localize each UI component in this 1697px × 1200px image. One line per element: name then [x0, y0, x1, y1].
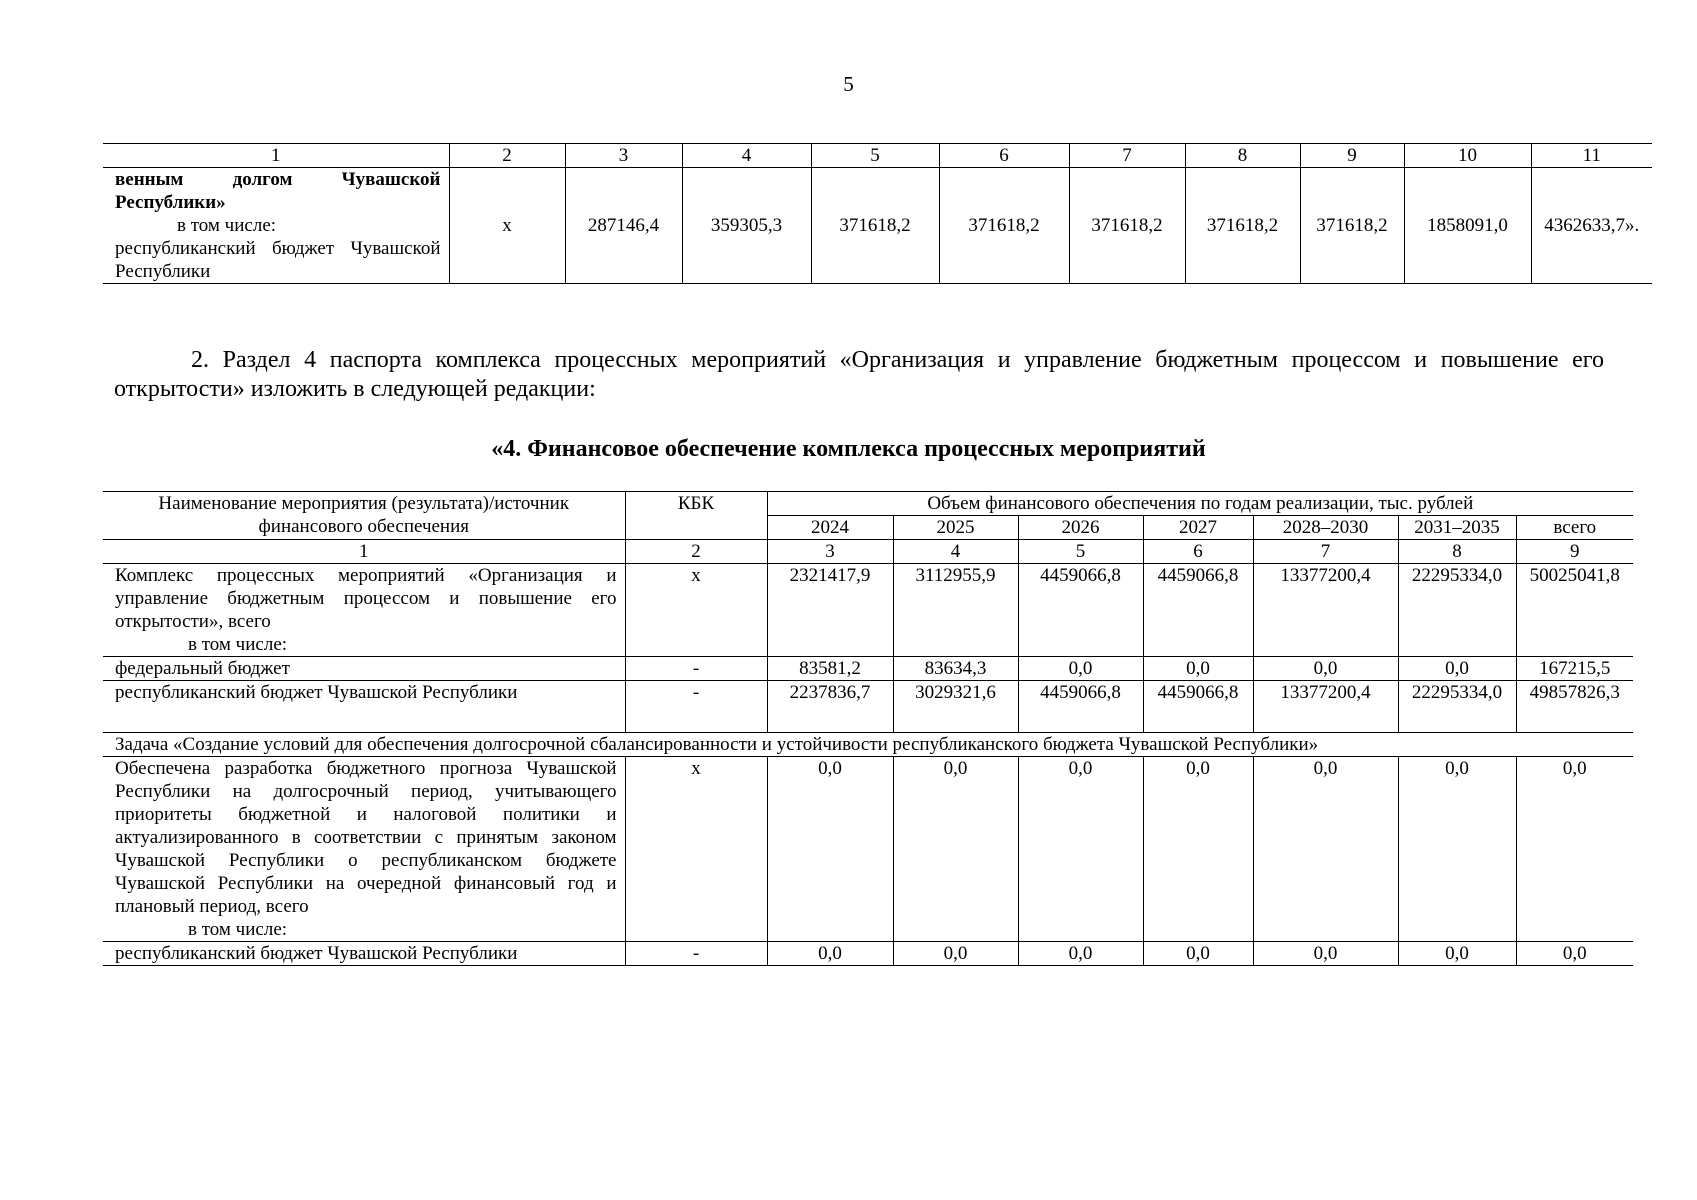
header-row — [103, 144, 1652, 168]
value-cell: 371618,2 — [939, 214, 1069, 284]
value-cell: 0,0 — [1398, 657, 1516, 681]
sub-label: в том числе: — [177, 215, 277, 236]
value-cell: 0,0 — [1253, 942, 1398, 966]
col-header: 5 — [811, 144, 939, 168]
year-header: 2025 — [893, 516, 1018, 540]
value-cell: 287146,4 — [565, 214, 682, 284]
kbk-cell: х — [625, 757, 767, 942]
value-cell: 2237836,7 — [767, 681, 893, 733]
table-row — [103, 757, 1633, 942]
row-label: республиканский бюджет Чувашской Республики — [103, 681, 625, 733]
value-cell: 371618,2 — [1069, 214, 1185, 284]
task-label: Задача «Создание условий для обеспечения долгосрочной сбалансированности и устойчивости республиканского бюджета Чувашской Республики» — [103, 733, 1633, 757]
value-cell: 371618,2 — [1185, 214, 1300, 284]
value-cell: 3112955,9 — [893, 564, 1018, 657]
value-cell: 0,0 — [1018, 657, 1143, 681]
year-header: 2028–2030 — [1253, 516, 1398, 540]
value-cell: 0,0 — [1253, 757, 1398, 942]
row-label: республиканский бюджет Чувашской Республики — [115, 238, 441, 282]
value-cell: 0,0 — [1398, 757, 1516, 942]
col-number: 7 — [1253, 540, 1398, 564]
value-cell: 371618,2 — [1300, 214, 1404, 284]
table-row — [103, 168, 1652, 215]
row-label: Обеспечена разработка бюджетного прогноза Чувашской Республики на долгосрочный период, учитывающего приоритеты бюджетной и налоговой политики и актуализированного в соответствии с принятым законом Чувашской Республики о республиканском бюджете Чувашской Республики на очередной финансовый год и плановый период, всего — [115, 758, 617, 917]
value-cell: 22295334,0 — [1398, 681, 1516, 733]
kbk-cell: х — [449, 214, 565, 284]
value-cell: 0,0 — [893, 757, 1018, 942]
col-number: 1 — [103, 540, 625, 564]
value-cell: 167215,5 — [1516, 657, 1633, 681]
header-row — [103, 492, 1633, 516]
continuation-table — [103, 143, 1652, 284]
row-label-cell — [103, 757, 625, 942]
value-cell: 0,0 — [1516, 942, 1633, 966]
kbk-header: КБК — [625, 492, 767, 540]
value-cell: 13377200,4 — [1253, 681, 1398, 733]
table-row — [103, 681, 1633, 733]
col-header: 8 — [1185, 144, 1300, 168]
year-header: 2026 — [1018, 516, 1143, 540]
financing-table — [103, 491, 1633, 966]
col-number: 5 — [1018, 540, 1143, 564]
value-cell: 0,0 — [1018, 757, 1143, 942]
value-cell: 4362633,7». — [1531, 214, 1652, 284]
value-cell: 83634,3 — [893, 657, 1018, 681]
value-cell: 0,0 — [767, 942, 893, 966]
kbk-cell: х — [625, 564, 767, 657]
row-label-cell — [103, 564, 625, 657]
col-number: 6 — [1143, 540, 1253, 564]
col-header: 6 — [939, 144, 1069, 168]
col-header: 11 — [1531, 144, 1652, 168]
col-header: 7 — [1069, 144, 1185, 168]
value-cell: 13377200,4 — [1253, 564, 1398, 657]
value-cell: 83581,2 — [767, 657, 893, 681]
kbk-cell: - — [625, 681, 767, 733]
col-number: 8 — [1398, 540, 1516, 564]
value-cell: 0,0 — [1143, 657, 1253, 681]
col-header: 2 — [449, 144, 565, 168]
value-cell: 0,0 — [1398, 942, 1516, 966]
value-cell: 4459066,8 — [1018, 681, 1143, 733]
name-header: Наименование мероприятия (результата)/источник финансового обеспечения — [103, 492, 625, 540]
task-row — [103, 733, 1633, 757]
row-label-cell — [103, 214, 449, 284]
column-number-row — [103, 540, 1633, 564]
table-row — [103, 942, 1633, 966]
sub-label: в том числе: — [188, 634, 288, 655]
year-header: всего — [1516, 516, 1633, 540]
table-row — [103, 564, 1633, 657]
col-header: 9 — [1300, 144, 1404, 168]
value-cell: 49857826,3 — [1516, 681, 1633, 733]
page-number: 5 — [843, 72, 854, 96]
value-cell: 50025041,8 — [1516, 564, 1633, 657]
col-header: 3 — [565, 144, 682, 168]
row-label: Комплекс процессных мероприятий «Организация и управление бюджетным процессом и повышение его открытости», всего — [115, 565, 617, 632]
section-title: «4. Финансовое обеспечение комплекса процессных мероприятий — [491, 436, 1206, 462]
value-cell: 1858091,0 — [1404, 214, 1531, 284]
col-header: 10 — [1404, 144, 1531, 168]
value-cell: 0,0 — [767, 757, 893, 942]
amendment-paragraph: 2. Раздел 4 паспорта комплекса процессных мероприятий «Организация и управление бюджетным процессом и повышение его открытости» изложить в следующей редакции: — [114, 347, 1604, 402]
value-cell: 4459066,8 — [1018, 564, 1143, 657]
value-cell: 371618,2 — [811, 214, 939, 284]
value-cell: 2321417,9 — [767, 564, 893, 657]
value-cell: 4459066,8 — [1143, 681, 1253, 733]
value-cell: 0,0 — [1253, 657, 1398, 681]
table-row — [103, 657, 1633, 681]
sub-label: в том числе: — [188, 919, 288, 940]
row-label: республиканский бюджет Чувашской Республики — [103, 942, 625, 966]
value-cell: 0,0 — [893, 942, 1018, 966]
value-cell: 0,0 — [1143, 757, 1253, 942]
row-label: венным долгом Чувашской Республики» — [103, 168, 449, 215]
value-cell: 0,0 — [1143, 942, 1253, 966]
col-number: 4 — [893, 540, 1018, 564]
value-cell: 0,0 — [1516, 757, 1633, 942]
kbk-cell: - — [625, 657, 767, 681]
col-header: 1 — [103, 144, 449, 168]
kbk-cell: - — [625, 942, 767, 966]
value-cell: 4459066,8 — [1143, 564, 1253, 657]
volume-header: Объем финансового обеспечения по годам реализации, тыс. рублей — [767, 492, 1633, 516]
value-cell: 22295334,0 — [1398, 564, 1516, 657]
value-cell: 0,0 — [1018, 942, 1143, 966]
value-cell: 3029321,6 — [893, 681, 1018, 733]
year-header: 2031–2035 — [1398, 516, 1516, 540]
col-number: 9 — [1516, 540, 1633, 564]
year-header: 2027 — [1143, 516, 1253, 540]
table-row — [103, 214, 1652, 284]
col-number: 2 — [625, 540, 767, 564]
col-number: 3 — [767, 540, 893, 564]
row-label: федеральный бюджет — [103, 657, 625, 681]
col-header: 4 — [682, 144, 811, 168]
value-cell: 359305,3 — [682, 214, 811, 284]
year-header: 2024 — [767, 516, 893, 540]
